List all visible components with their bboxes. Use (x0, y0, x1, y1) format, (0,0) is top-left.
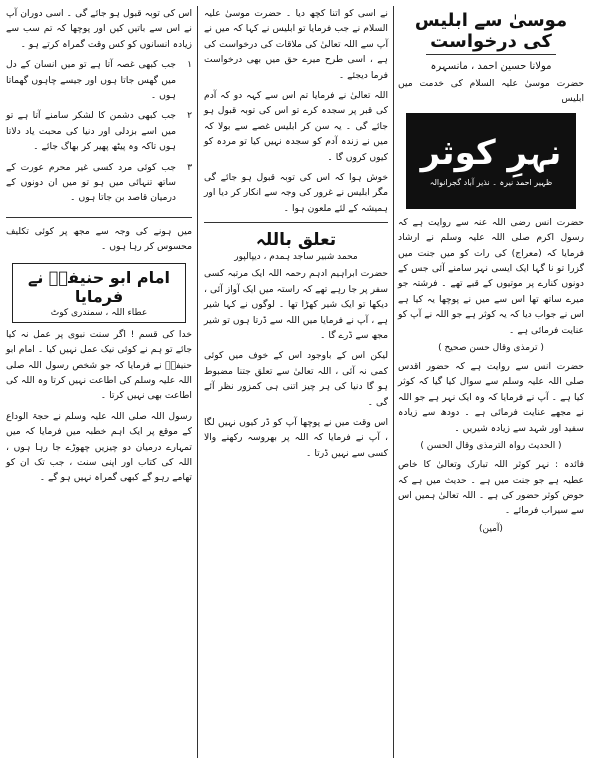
section-divider (204, 222, 388, 223)
list-item (6, 108, 192, 159)
article-intro: حضرت موسیٰ علیہ السلام کی خدمت میں ابلیس (398, 78, 584, 105)
reference: ( الحدیث رواہ الترمذی وقال الحسن ) (420, 441, 562, 452)
closing: (آمین) (479, 523, 503, 534)
logo-text: نہرِ کوثر (420, 132, 562, 173)
section-title: تعلق باللہ (255, 230, 337, 251)
paragraph: میں ہونے کی وجہ سے مجھ پر کوئی تکلیف محسوس کر رہا ہوں ۔ (6, 225, 192, 253)
list-text: جب کوئی مرد کسی غیر محرم عورت کے ساتھ تنہائی میں ہو تو میں ان دونوں کے درمیان قاصد بن جاتا ہوں ۔ (6, 161, 176, 204)
article-byline: مولانا حسین احمد ، مانسہرہ (430, 61, 552, 72)
paragraph: نے اسی کو اتنا کچھ دیا ۔ حضرت موسیٰ علیہ السلام نے جب فرمایا تو ابلیس نے کہا کہ میں نے آپ سے اللہ تعالیٰ کی ملاقات کی درخواست کی ہے ، اسی طرح میرے حق میں بھی درخواست فرما دیجئے ۔ (204, 8, 388, 81)
logo-caption: ظہیر احمد نیرہ ۔ نذیر آباد گجرانوالہ (429, 178, 553, 187)
paragraph: خدا کی قسم ! اگر سنت نبوی پر عمل نہ کیا جائے تو ہم نے کوئی نیک عمل نہیں کیا ۔ امام ابو حنیفہؒ نے فرمایا کہ جو شخص رسول اللہ صلی اللہ علیہ وسلم کی اطاعت نہیں کرتا وہ اللہ کی اطاعت بھی نہیں کرتا ۔ (6, 328, 192, 402)
paragraph: حضرت انس رضی اللہ عنہ سے روایت ہے کہ رسول اکرم صلی اللہ علیہ وسلم نے ارشاد فرمایا کہ (معراج) کی رات کو میں جنت میں گزرا تو نا گہا ایک ایسی نہر سامنے آئی جس کے دونوں کنارے پر موتیوں کے قبے تھے ۔ فرشتہ جو میرے ساتھ تھا اس سے میں نے پوچھا یہ کیا ہے اس نے جواب دیا کہ یہ کوثر ہے جو اللہ نے آپ کو عنایت فرمائی ہے ۔ (398, 216, 584, 336)
article-title: موسیٰ سے ابلیس کی درخواست (414, 10, 568, 52)
paragraph: اس وقت میں نے پوچھا آپ کو ڈر کیوں نہیں لگا ، آپ نے فرمایا کہ اللہ پر بھروسہ رکھنے والا کسی سے نہیں ڈرتا ۔ (204, 416, 388, 459)
paragraph: رسول اللہ صلی اللہ علیہ وسلم نے حجۃ الوداع کے موقع پر ایک اہم خطبہ میں فرمایا کہ میں تمہارے درمیان دو چیزیں چھوڑے جا رہا ہوں ، اللہ کی کتاب اور اپنی سنت ، جب تک ان کو تھامے رہو گے کبھی گمراہ نہیں ہو گے ۔ (6, 410, 192, 484)
list-number: ۱ (187, 59, 192, 71)
left-column (6, 6, 192, 491)
column-divider (393, 6, 394, 758)
paragraph: اس کی توبہ قبول ہو جائے گی ۔ اسی دوران آپ نے اس سے باتیں کیں اور پوچھا کہ تم سب سے زیادہ انسانوں کو کس وقت گمراہ کرتے ہو ۔ (6, 8, 192, 50)
list-number: ۳ (187, 161, 192, 173)
list-text: جب کبھی دشمن کا لشکر سامنے آتا ہے تو میں اسے بزدلی اور دنیا کی محبت یاد دلاتا ہوں تاکہ وہ پیٹھ پھیر کر بھاگ جائے ۔ (6, 110, 176, 153)
column-divider (197, 6, 198, 758)
reference: ( ترمذی وقال حسن صحیح ) (438, 343, 544, 354)
box-title: امام ابو حنیفہؒ نے فرمایا (27, 267, 171, 306)
paragraph: اللہ تعالیٰ نے فرمایا تم اس سے کہہ دو کہ آدم کی قبر پر سجدہ کرے تو اس کی توبہ قبول ہو جائے گی ۔ یہ سن کر ابلیس غصے سے بولا کہ میں نے زندہ آدم کو سجدہ نہیں کیا تو مردہ کو کیوں کروں گا ۔ (204, 90, 388, 163)
list-text: جب کبھی غصہ آتا ہے تو میں انسان کے دل میں گھس جاتا ہوں اور جیسے چاہوں گھماتا ہوں ۔ (6, 59, 176, 102)
paragraph: حضرت ابراہیم ادہم رحمہ اللہ ایک مرتبہ کسی سفر پر جا رہے تھے کہ راستہ میں ایک آواز آئی ، دیکھا تو ایک شیر کھڑا تھا ۔ لوگوں نے کہا شیر ہے ، آپ نے فرمایا میں اللہ سے ڈرتا ہوں تو شیر مجھ سے ڈرے گا ۔ (204, 268, 388, 341)
middle-column (204, 6, 388, 466)
paragraph: خوش ہوا کہ اس کی توبہ قبول ہو جائے گی مگر ابلیس نے غرور کی وجہ سے انکار کر دیا اور ہمیشہ کے لئے ملعون ہوا ۔ (204, 172, 388, 214)
boxed-heading (12, 263, 186, 323)
paragraph: فائدہ : نہر کوثر اللہ تبارک وتعالیٰ کا خاص عطیہ ہے جو جنت میں ہے ۔ حدیث میں ہے کہ حوض کوثر حضور کی ہے ۔ اللہ تعالیٰ ہمیں اس سے سیراب فرمائے ۔ (398, 459, 584, 517)
nahr-kausar-logo (406, 113, 576, 209)
paragraph: لیکن اس کے باوجود اس کے خوف میں کوئی کمی نہ آئی ، اللہ تعالیٰ سے تعلق جتنا مضبوط ہو گا دنیا کی ہر چیز اتنی ہی کمزور نظر آئے گی ۔ (204, 350, 388, 408)
list-number: ۲ (187, 110, 192, 122)
list-item (6, 160, 192, 211)
box-byline: عطاء اللہ ، سمندری کوٹ (50, 307, 148, 318)
right-column (398, 6, 584, 540)
paragraph: حضرت انس سے روایت ہے کہ حضور اقدس صلی اللہ علیہ وسلم سے سوال کیا گیا کہ کوثر کیا ہے ۔ آپ نے فرمایا کہ وہ ایک نہر ہے جو اللہ نے مجھے عنایت فرمائی ہے ۔ دودھ سے زیادہ سفید اور شہد سے زیادہ شیریں ۔ (398, 361, 584, 434)
section-divider (6, 217, 192, 218)
list-item (6, 57, 192, 108)
title-underline (426, 54, 556, 55)
section-byline: محمد شبیر ساجد ہمدم ، دیپالپور (234, 252, 358, 263)
